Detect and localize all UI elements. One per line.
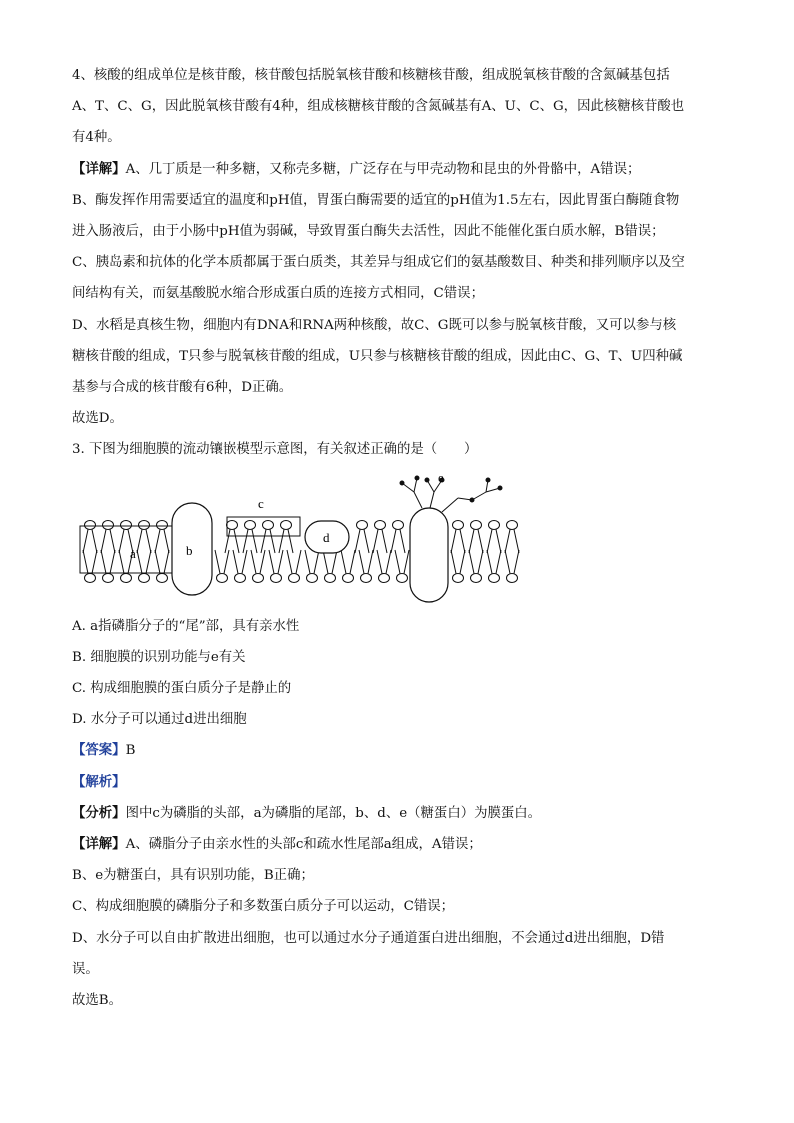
answer-tag: 【答案】 [72,742,126,759]
sugar-chains [400,476,502,512]
detail2-line [72,829,732,860]
phospholipid [155,550,169,583]
phospholipid [487,521,501,554]
answer-line [72,735,732,766]
phospholipid [155,521,169,554]
label-d: d [323,530,330,545]
analysis-line [72,798,732,829]
detail-line: 进入肠液后，由于小肠中pH值为弱碱，导致胃蛋白酶失去活性，因此不能催化蛋白质水解，B错误； [72,224,665,240]
phospholipid [377,550,391,583]
phospholipid [341,550,355,583]
phospholipid [355,521,369,554]
conclusion: 故选D。 [72,411,123,427]
detail-line: C、胰岛素和抗体的化学本质都属于蛋白质类，其差异与组成它们的氨基酸数目、种类和排列顺序以及空 [72,255,685,271]
phospholipid [269,550,283,583]
phospholipid [287,550,301,583]
detail2-line: C、构成细胞膜的磷脂分子和多数蛋白质分子可以运动，C错误； [72,899,455,915]
glycoprotein-e [410,508,448,602]
detail2-line: D、水分子可以自由扩散进出细胞，也可以通过水分子通道蛋白进出细胞，不会通过d进出细胞，D错 [72,930,665,946]
detail-text: A、几丁质是一种多糖，又称壳多糖，广泛存在与甲壳动物和昆虫的外骨骼中，A错误； [125,161,641,177]
label-c: c [258,496,264,511]
phospholipid [233,550,247,583]
detail-tag: 【详解】 [72,160,126,177]
paragraph-line: 4、核酸的组成单位是核苷酸，核苷酸包括脱氧核苷酸和核糖核苷酸，组成脱氧核苷酸的含氮碱基包括 [72,68,670,83]
detail-line: B、酶发挥作用需要适宜的温度和pH值，胃蛋白酶需要的适宜的pH值为1.5左右，因此胃蛋白酶随食物 [72,192,680,208]
phospholipid [279,521,293,554]
detail-line: 基参与合成的核苷酸有6种，D正确。 [72,380,293,396]
phospholipid [323,550,337,583]
detail-line: 间结构有关，而氨基酸脱水缩合形成蛋白质的连接方式相同，C错误； [72,286,484,302]
phospholipid [83,521,97,554]
phospholipid [101,521,115,554]
detail2-text: A、磷脂分子由亲水性的头部c和疏水性尾部a组成，A错误； [125,837,482,853]
option-b: B. 细胞膜的识别功能与e有关 [72,649,246,665]
paragraph-line: 有4种。 [72,130,121,146]
phospholipid [359,550,373,583]
phospholipid [391,521,405,554]
phospholipid [487,550,501,583]
phospholipid [505,521,519,554]
analysis-sub-tag: 【分析】 [72,804,126,821]
phospholipid [451,550,465,583]
label-e: e [438,470,444,485]
phospholipid [101,550,115,583]
label-b: b [186,543,193,558]
detail2-tag: 【详解】 [72,836,126,853]
label-a: a [130,546,136,561]
phospholipid [395,550,409,583]
phospholipid [243,521,257,554]
phospholipid [261,521,275,554]
phospholipid [83,550,97,583]
option-c: C. 构成细胞膜的蛋白质分子是静止的 [72,681,292,697]
detail-line: 糖核苷酸的组成，T只参与脱氧核苷酸的组成，U只参与核糖核苷酸的组成，因此由C、G、T、U四种碱 [72,348,683,364]
detail-line [72,154,732,185]
analysis-text: 图中c为磷脂的头部，a为磷脂的尾部，b、d、e（糖蛋白）为膜蛋白。 [125,805,542,821]
answer-value: B [125,743,136,759]
analysis-heading [72,767,732,798]
phospholipid [251,550,265,583]
option-d: D. 水分子可以通过d进出细胞 [72,712,247,728]
conclusion: 故选B。 [72,993,123,1009]
detail-line: D、水稻是真核生物，细胞内有DNA和RNA两种核酸，故C、G既可以参与脱氧核苷酸，又可以参与核 [72,317,677,333]
detail2-line: 误。 [72,961,99,977]
phospholipid [505,550,519,583]
question-stem: 3. 下图为细胞膜的流动镶嵌模型示意图，有关叙述正确的是（ ） [72,442,478,458]
phospholipid [469,550,483,583]
analysis-tag: 【解析】 [72,773,126,790]
phospholipid [469,521,483,554]
phospholipid [215,550,229,583]
phospholipid [451,521,465,554]
phospholipid [305,550,319,583]
cell-membrane-diagram [72,470,532,610]
phospholipid [373,521,387,554]
option-a: A. a指磷脂分子的“尾”部，具有亲水性 [72,618,300,634]
phospholipid [137,550,151,583]
detail2-line: B、e为糖蛋白，具有识别功能，B正确； [72,868,314,884]
phospholipid [137,521,151,554]
paragraph-line: A、T、C、G，因此脱氧核苷酸有4种，组成核糖核苷酸的含氮碱基有A、U、C、G，因此核糖核苷酸也 [72,99,685,115]
